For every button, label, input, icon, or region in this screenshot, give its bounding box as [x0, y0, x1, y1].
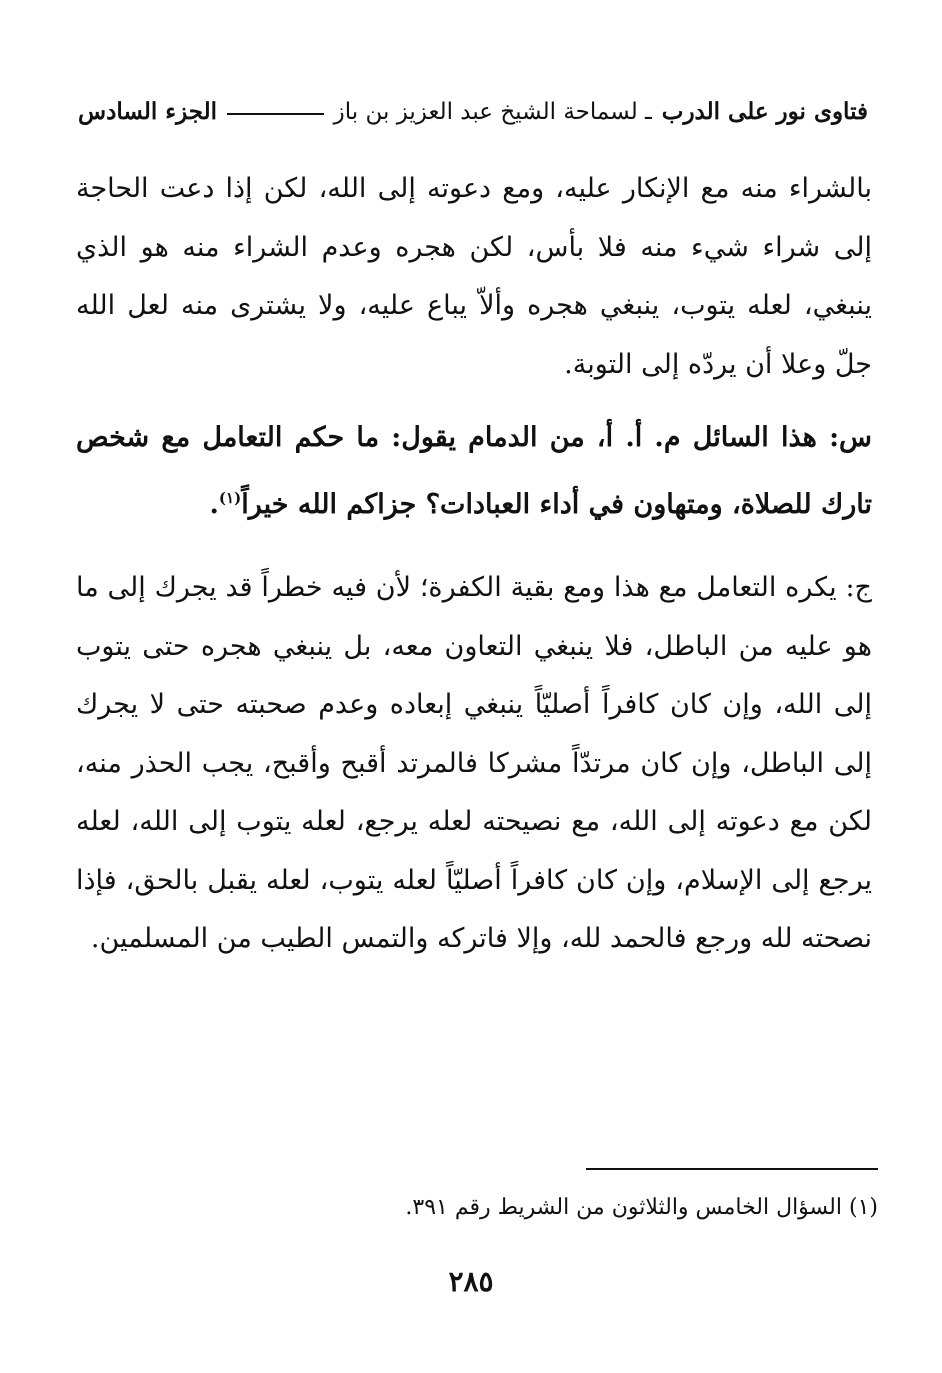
footnote: (١) السؤال الخامس والثلاثون من الشريط رقم ٣٩١. — [405, 1195, 878, 1220]
header-divider-line — [227, 113, 324, 115]
page-number: ٢٨٥ — [448, 1265, 494, 1298]
footnote-separator — [586, 1168, 878, 1170]
running-header — [78, 98, 868, 125]
question-end-mark: . — [209, 489, 219, 520]
question-text: س: هذا السائل م. أ. أ، من الدمام يقول: ما حكم التعامل مع شخص تارك للصلاة، ومتهاون في أداء العبادات؟ جزاكم الله خيراً — [76, 422, 872, 520]
footnote-reference: (١) — [218, 489, 242, 507]
book-title: فتاوى نور على الدرب — [661, 98, 868, 125]
answer-paragraph: ج: يكره التعامل مع هذا ومع بقية الكفرة؛ لأن فيه خطراً قد يجرك إلى ما هو عليه من الباطل، فلا ينبغي التعاون معه، بل ينبغي هجره حتى يتوب إلى الله، وإن كان كافراً أصليّاً ينبغي إبعاده وعدم صحبته حتى لا يجرك إلى الباطل، وإن كان مرتدّاً مشركا فالمرتد أقبح وأقبح، يجب الحذر منه، لكن مع دعوته إلى الله، مع نصيحته لعله يرجع، لعله يتوب إلى الله، لعله يرجع إلى الإسلام، وإن كان كافراً أصليّاً لعله يتوب، لعله يقبل بالحق، فإذا نصحته لله ورجع فالحمد لله، وإلا فاتركه والتمس الطيب من المسلمين. — [76, 572, 872, 954]
volume-label: الجزء السادس — [78, 98, 217, 125]
page-body — [76, 160, 872, 969]
question-paragraph — [76, 408, 872, 535]
author-name: ـ لسماحة الشيخ عبد العزيز بن باز — [333, 98, 652, 125]
answer-continued-paragraph: بالشراء منه مع الإنكار عليه، ومع دعوته إلى الله، لكن إذا دعت الحاجة إلى شراء شيء منه فلا بأس، لكن هجره وعدم الشراء منه هو الذي ينبغي، لعله يتوب، ينبغي هجره وألاّ يباع عليه، ولا يشترى منه لعل الله جلّ وعلا أن يردّه إلى التوبة. — [76, 173, 872, 380]
